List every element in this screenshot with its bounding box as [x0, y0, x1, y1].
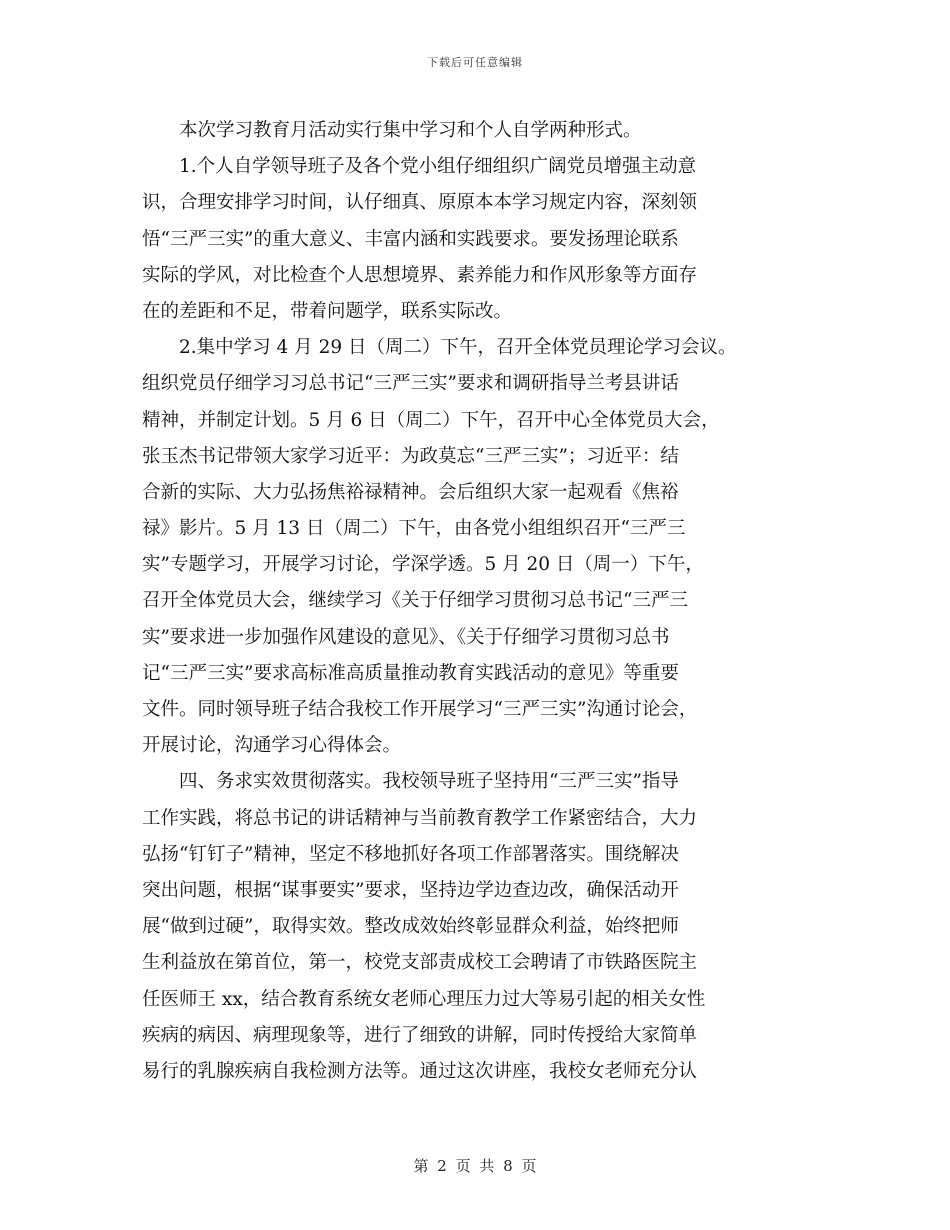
text-line: 合新的实际、大力弘扬焦裕禄精神。会后组织大家一起观看《焦裕: [142, 481, 679, 503]
text-line: 文件。同时领导班子结合我校工作开展学习“三严三实”沟通讨论会，: [142, 699, 698, 720]
text-line: 生利益放在第首位，第一，校党支部责成校工会聘请了市铁路医院主: [142, 952, 698, 974]
text-line: 召开全体党员大会，继续学习《关于仔细学习贯彻习总书记“三严三: [142, 590, 688, 612]
page-header: 下载后可任意编辑: [427, 56, 523, 69]
page-number-footer: 第 2 页 共 8 页: [413, 1157, 537, 1175]
text-line: 实际的学风，对比检查个人思想境界、素养能力和作风形象等方面存: [142, 264, 698, 286]
text-line: 组织党员仔细学习习总书记“三严三实”要求和调研指导兰考县讲话: [142, 373, 679, 395]
text-line: 记“三严三实”要求高标准高质量推动教育实践活动的意见》等重要: [142, 662, 679, 684]
text-line: 在的差距和不足，带着问题学，联系实际改。: [142, 300, 513, 322]
text-line: 2.集中学习 4 月 29 日（周二）下午，召开全体党员理论学习会议。: [142, 337, 737, 359]
text-line: 开展讨论，沟通学习心得体会。: [142, 735, 402, 757]
text-line: 精神，并制定计划。5 月 6 日（周二）下午，召开中心全体党员大会，: [142, 409, 720, 431]
text-line: 弘扬“钉钉子”精神，坚定不移地抓好各项工作部署落实。围绕解决: [142, 843, 679, 865]
text-line: 张玉杰书记带领大家学习近平：为政莫忘“三严三实”；习近平：结: [142, 445, 679, 467]
text-line: 工作实践，将总书记的讲话精神与当前教育教学工作紧密结合，大力: [142, 807, 698, 829]
text-line: 1.个人自学领导班子及各个党小组仔细组织广阔党员增强主动意: [142, 156, 697, 178]
text-line: 识，合理安排学习时间，认仔细真、原原本本学习规定内容，深刻领: [142, 192, 698, 214]
text-line: 四、务求实效贯彻落实。我校领导班子坚持用“三严三实”指导: [142, 771, 679, 793]
document-body: [142, 113, 827, 1090]
text-line: 实”专题学习，开展学习讨论，学深学透。5 月 20 日（周一）下午，: [142, 554, 704, 576]
text-line: 任医师王 xx，结合教育系统女老师心理压力过大等易引起的相关女性: [142, 988, 706, 1010]
text-line: 实”要求进一步加强作风建设的意见》、《关于仔细学习贯彻习总书: [142, 626, 670, 648]
text-line: 易行的乳腺疾病自我检测方法等。通过这次讲座，我校女老师充分认: [142, 1060, 698, 1082]
text-line: 突出问题，根据“谋事要实”要求，坚持边学边查边改，确保活动开: [142, 879, 679, 901]
text-line: 本次学习教育月活动实行集中学习和个人自学两种形式。: [142, 120, 642, 141]
text-line: 悟“三严三实”的重大意义、丰富内涵和实践要求。要发扬理论联系: [142, 228, 679, 250]
text-line: 展“做到过硬”，取得实效。整改成效始终彰显群众利益，始终把师: [142, 916, 679, 938]
text-line: 禄》影片。5 月 13 日（周二）下午，由各党小组组织召开“三严三: [142, 518, 686, 540]
text-line: 疾病的病因、病理现象等，进行了细致的讲解，同时传授给大家简单: [142, 1024, 698, 1046]
